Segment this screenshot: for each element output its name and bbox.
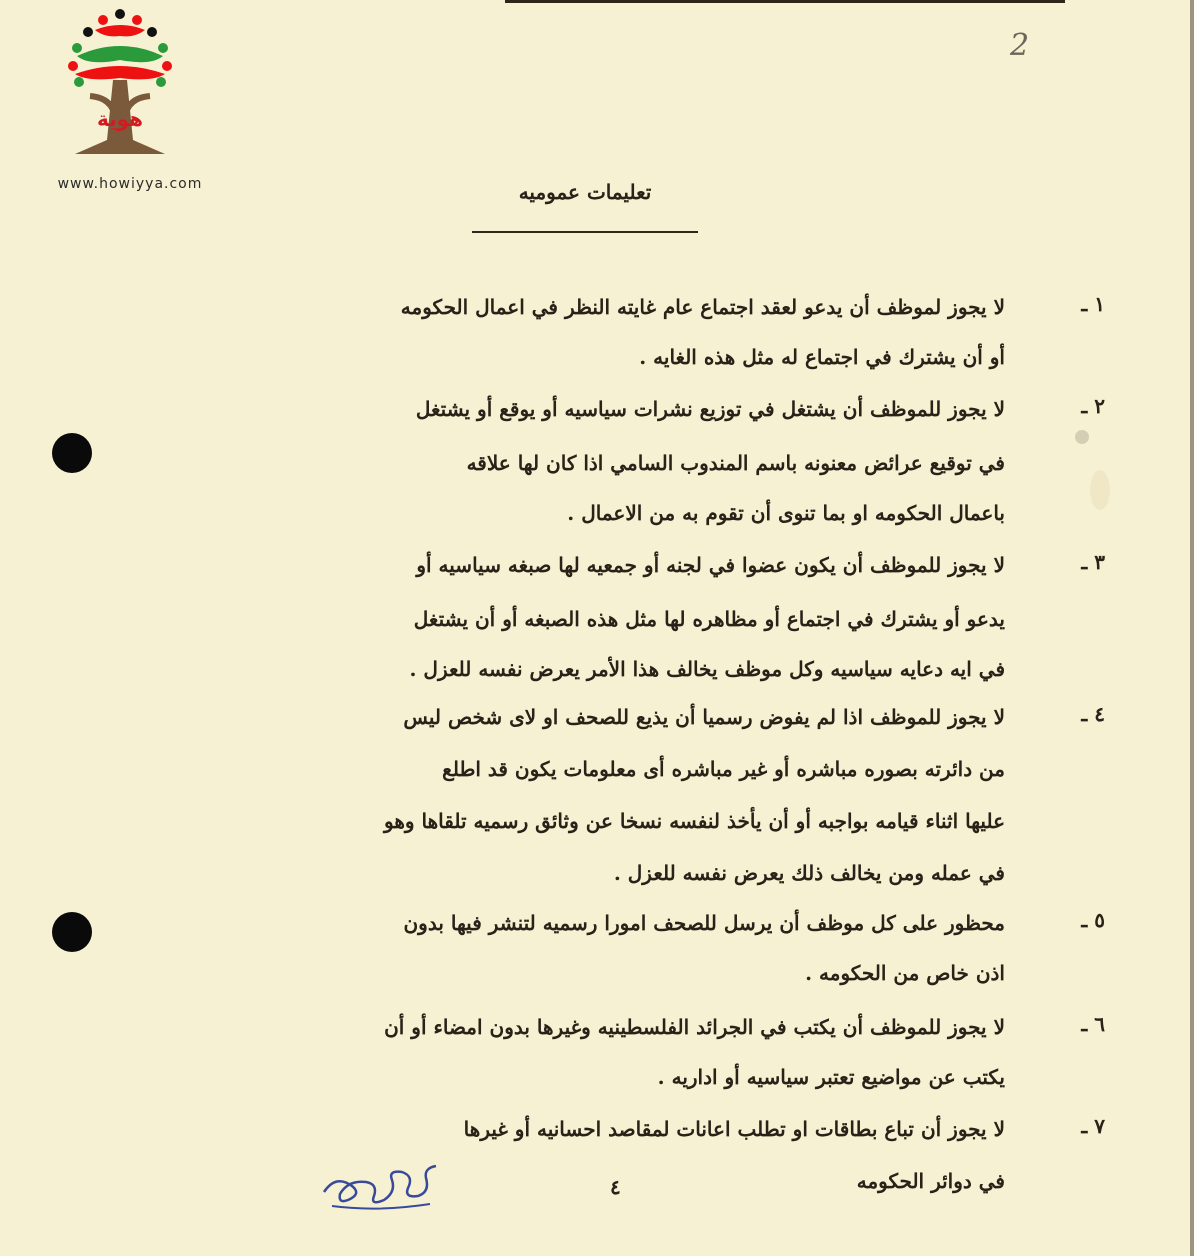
item-line: أو أن يشترك في اجتماع له مثل هذه الغايه .	[639, 345, 1005, 369]
item-line: في ايه دعايه سياسيه وكل موظف يخالف هذا الأمر يعرض نفسه للعزل .	[409, 657, 1005, 681]
item-line: في توقيع عرائض معنونه باسم المندوب السامي اذا كان لها علاقه	[466, 451, 1005, 475]
paper-stain	[1090, 470, 1110, 510]
item-number: ٢ ـ	[1081, 394, 1105, 418]
item-number: ٥ ـ	[1081, 908, 1105, 932]
document-title: تعليمات عموميه	[518, 180, 652, 204]
howiyya-logo	[30, 8, 210, 193]
page-top-edge	[505, 0, 1065, 3]
item-line: لا يجوز للموظف أن يشتغل في توزيع نشرات سياسيه أو يوقع أو يشتغل	[415, 397, 1005, 421]
item-line: يكتب عن مواضيع تعتبر سياسيه أو اداريه .	[657, 1065, 1005, 1089]
item-line: لا يجوز أن تباع بطاقات او تطلب اعانات لمقاصد احسانيه أو غيرها	[463, 1117, 1005, 1141]
item-line: اذن خاص من الحكومه .	[805, 961, 1005, 985]
family-tree-logo-icon	[55, 8, 185, 168]
item-line: محظور على كل موظف أن يرسل للصحف امورا رسميه لتنشر فيها بدون	[403, 911, 1005, 935]
item-line: في عمله ومن يخالف ذلك يعرض نفسه للعزل .	[613, 861, 1005, 885]
item-line: عليها اثناء قيامه بواجبه أو أن يأخذ لنفسه نسخا عن وثائق رسميه تلقاها وهو	[383, 809, 1005, 833]
item-number: ٤ ـ	[1081, 702, 1105, 726]
page-right-edge	[1190, 0, 1194, 1256]
page-number: 2	[1010, 28, 1030, 63]
punch-hole	[52, 912, 92, 952]
punch-hole	[52, 433, 92, 473]
item-number: ٧ ـ	[1081, 1114, 1105, 1138]
item-number: ١ ـ	[1081, 292, 1105, 316]
item-line: لا يجوز للموظف أن يكون عضوا في لجنه أو جمعيه لها صبغه سياسيه أو	[416, 553, 1005, 577]
logo-wordmark: هوية	[96, 107, 144, 131]
item-line: لا يجوز للموظف أن يكتب في الجرائد الفلسطينيه وغيرها بدون امضاء أو أن	[384, 1015, 1005, 1039]
title-underline	[472, 231, 698, 233]
item-line: لا يجوز للموظف اذا لم يفوض رسميا أن يذيع للصحف او لاى شخص ليس	[403, 705, 1005, 729]
logo-url-text: www.howiyya.com	[57, 176, 203, 192]
footer-mark: ٤	[610, 1175, 621, 1199]
item-line: في دوائر الحكومه	[856, 1169, 1005, 1193]
item-line: باعمال الحكومه او بما تنوى أن تقوم به من الاعمال .	[567, 501, 1005, 525]
item-line: من دائرته بصوره مباشره أو غير مباشره أى معلومات يكون قد اطلع	[442, 757, 1005, 781]
item-line: يدعو أو يشترك في اجتماع أو مظاهره لها مثل هذه الصبغه أو أن يشتغل	[413, 607, 1005, 631]
item-number: ٣ ـ	[1081, 550, 1105, 574]
handwritten-signature	[318, 1160, 448, 1224]
item-number: ٦ ـ	[1081, 1012, 1105, 1036]
item-line: لا يجوز لموظف أن يدعو لعقد اجتماع عام غايته النظر في اعمال الحكومه	[400, 295, 1005, 319]
paper-stain	[1075, 430, 1089, 444]
